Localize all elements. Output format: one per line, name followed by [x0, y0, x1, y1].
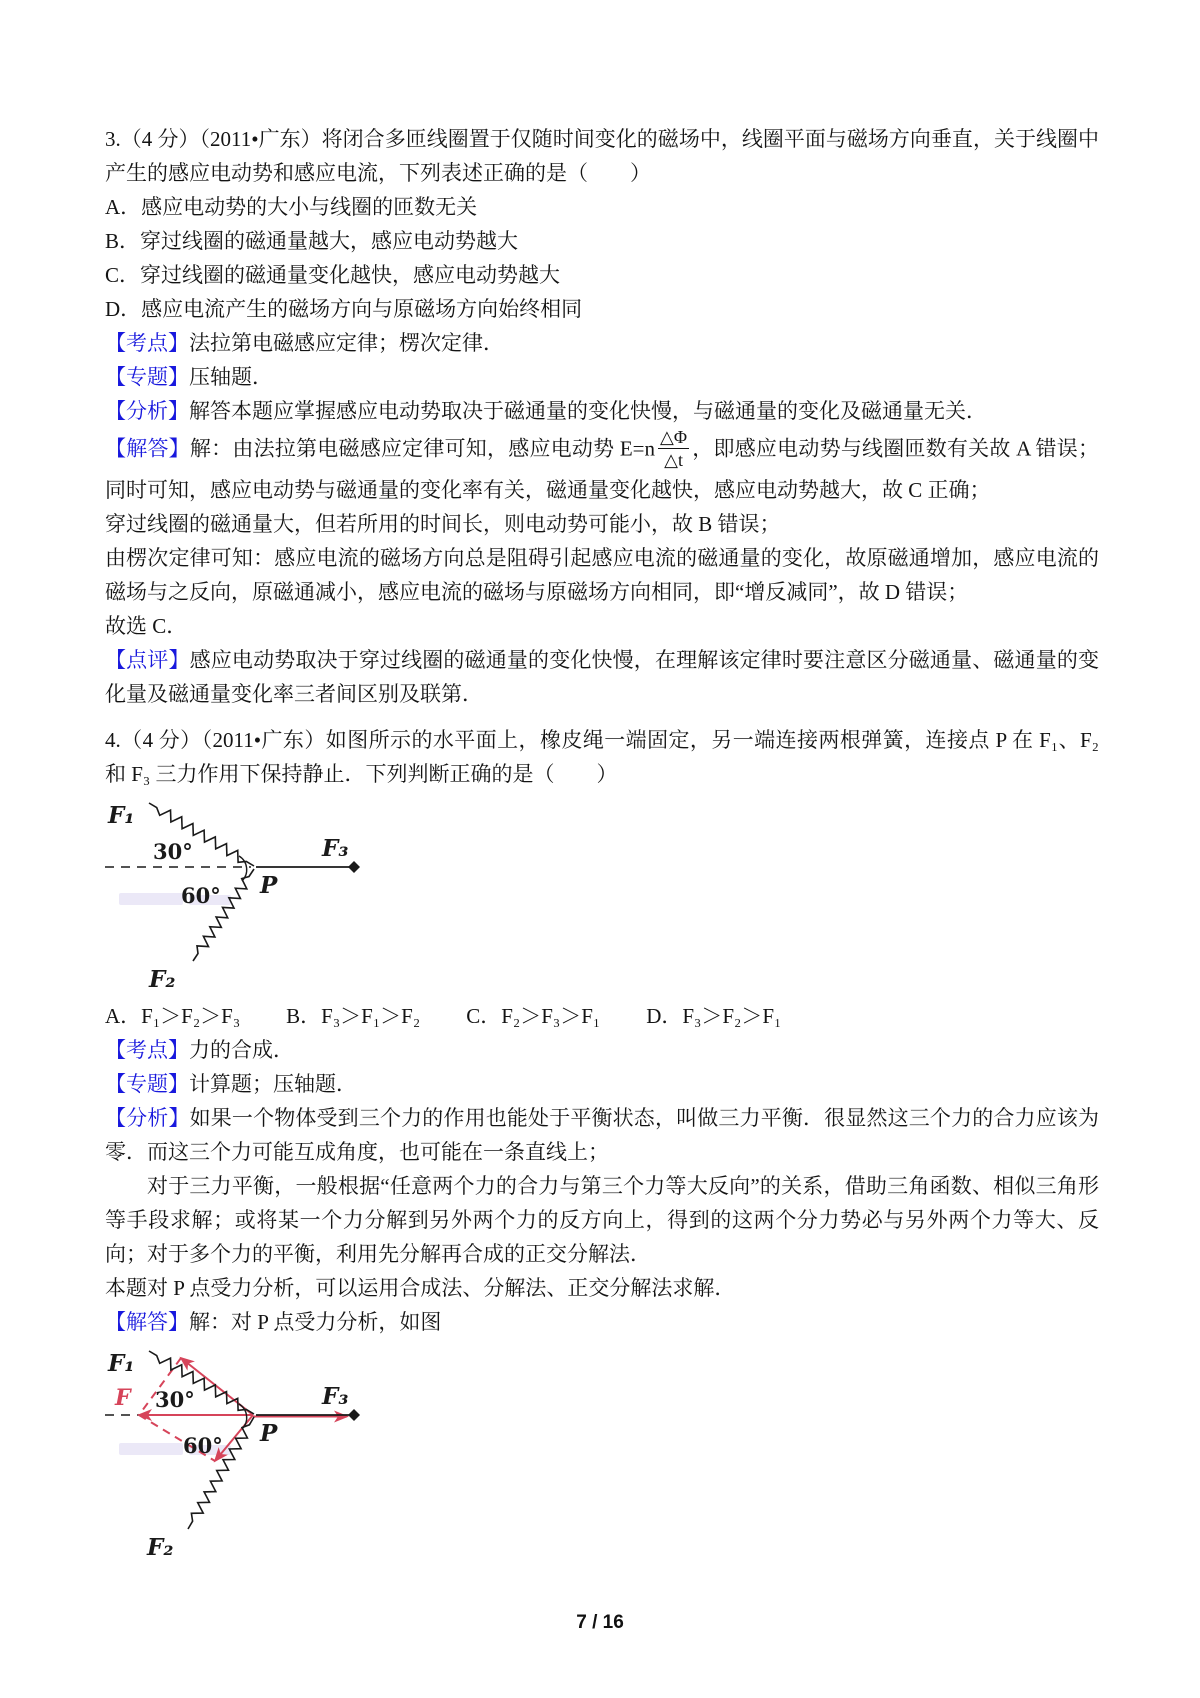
q3-stem: 3.（4 分）（2011•广东）将闭合多匝线圈置于仅随时间变化的磁场中，线圈平面与磁场方向垂直，关于线圈中产生的感应电动势和感应电流，下列表述正确的是（ ）	[105, 127, 1099, 185]
q3-kaodian-row	[105, 326, 1099, 360]
q4-figure-solution	[103, 1345, 448, 1561]
q4-fenxi-p3: 本题对 P 点受力分析，可以运用合成法、分解法、正交分解法求解．	[105, 1276, 736, 1300]
q3-jieda-answer: 故选 C．	[105, 614, 188, 638]
q4-stem: 4.（4 分）（2011•广东）如图所示的水平面上，橡皮绳一端固定，另一端连接两根弹簧，连接点 P 在 F₁、F₂ 和 F₃ 三力作用下保持静止．下列判断正确的是（ ）	[105, 728, 1099, 786]
q3-dianping-text: 感应电动势取决于穿过线圈的磁通量的变化快慢，在理解该定律时要注意区分磁通量、磁通量的变化量及磁通量变化率三者间区别及联第．	[105, 648, 1099, 706]
label-f3: F₃	[322, 835, 349, 862]
q3-fenxi-text: 解答本题应掌握感应电动势取决于磁通量的变化快慢，与磁通量的变化及磁通量无关．	[189, 399, 987, 423]
label-p: P	[260, 872, 278, 899]
label-f3: F₃	[322, 1383, 349, 1410]
q3-jieda-post: ，即感应电动势与线圈匝数有关故 A 错误；同时可知，感应电动势与磁通量的变化率有关，磁通量变化越快，感应电动势越大，故 C 正确；	[105, 436, 1100, 502]
q3-jieda-pre: 解：由法拉第电磁感应定律可知，感应电动势 E=n	[189, 436, 656, 461]
label-f1: F₁	[108, 802, 135, 829]
q3-jieda-line-d: 由楞次定律可知：感应电流的磁场方向总是阻碍引起感应电流的磁通量的变化，故原磁通增加，感应电流的磁场与之反向，原磁通减小，感应电流的磁场与原磁场方向相同，即“增反减同”，故 D 错误；	[105, 546, 1099, 604]
q4-options-row	[105, 999, 1099, 1033]
q3-fenxi-row	[105, 394, 1099, 428]
q3-option-b: B．穿过线圈的磁通量越大，感应电动势越大	[105, 229, 519, 253]
kaodian-label: 【考点】	[105, 331, 189, 355]
q3-dianping-row	[105, 643, 1099, 711]
page-content	[105, 122, 1099, 1563]
watermark	[119, 1443, 183, 1455]
q4-option-d: D．F₃＞F₂＞F₁	[646, 1004, 782, 1028]
label-f-red: F	[115, 1385, 131, 1411]
q3-option-c: C．穿过线圈的磁通量变化越快，感应电动势越大	[105, 263, 561, 287]
label-p: P	[260, 1420, 278, 1447]
q4-fenxi-row	[105, 1101, 1099, 1169]
q3-jieda-row	[105, 428, 1099, 507]
dianping-label: 【点评】	[105, 648, 190, 672]
q3-zhuanti-text: 压轴题．	[189, 365, 273, 389]
q3-option-a: A．感应电动势的大小与线圈的匝数无关	[105, 195, 478, 219]
q4-jieda-text: 解：对 P 点受力分析，如图	[189, 1310, 442, 1334]
q4-option-a: A．F₁＞F₂＞F₃	[105, 1004, 241, 1028]
q4-fenxi-p1: 如果一个物体受到三个力的作用也能处于平衡状态，叫做三力平衡．很显然这三个力的合力应该为零．而这三个力可能互成角度，也可能在一条直线上；	[105, 1106, 1099, 1164]
q4-zhuanti-text: 计算题；压轴题．	[189, 1072, 357, 1096]
jieda-label: 【解答】	[105, 1310, 189, 1334]
q3-option-d: D．感应电流产生的磁场方向与原磁场方向始终相同	[105, 297, 583, 321]
q4-figure-problem	[103, 797, 448, 997]
q4-kaodian-row	[105, 1033, 1099, 1067]
zhuanti-label: 【专题】	[105, 1072, 189, 1096]
page-number: 7 / 16	[576, 1612, 624, 1633]
label-f2: F₂	[149, 966, 176, 993]
kaodian-label: 【考点】	[105, 1038, 189, 1062]
formula-denominator: △t	[664, 450, 683, 470]
label-angle-30: 30°	[155, 1387, 195, 1412]
fenxi-label: 【分析】	[105, 399, 189, 423]
q4-kaodian-text: 力的合成．	[189, 1038, 294, 1062]
q3-jieda-line-b: 穿过线圈的磁通量大，但若所用的时间长，则电动势可能小，故 B 错误；	[105, 512, 781, 536]
q4-option-b: B．F₃＞F₁＞F₂	[286, 1004, 421, 1028]
q4-zhuanti-row	[105, 1067, 1099, 1101]
fenxi-label: 【分析】	[105, 1106, 190, 1130]
f3-end-diamond	[348, 1409, 360, 1421]
q3-kaodian-text: 法拉第电磁感应定律；楞次定律．	[189, 331, 504, 355]
watermark	[119, 893, 183, 905]
q4-fenxi-p2: 对于三力平衡，一般根据“任意两个力的合力与第三个力等大反向”的关系，借助三角函数、相似三角形等手段求解；或将某一个力分解到另外两个力的反方向上，得到的这两个分力势必与另外两个力等大、反向；对于多个力的平衡，利用先分解再合成的正交分解法．	[105, 1174, 1099, 1266]
q4-jieda-row	[105, 1305, 1099, 1339]
formula-e-n-dphi-dt	[658, 426, 689, 471]
q3-zhuanti-row	[105, 360, 1099, 394]
zhuanti-label: 【专题】	[105, 365, 189, 389]
formula-numerator: △Φ	[660, 427, 688, 447]
label-f2: F₂	[147, 1534, 174, 1561]
angle-arc	[239, 856, 247, 881]
label-f1: F₁	[108, 1350, 135, 1377]
label-angle-30: 30°	[153, 839, 193, 864]
label-angle-60: 60°	[181, 883, 221, 908]
f3-end-diamond	[348, 861, 360, 873]
q4-option-c: C．F₂＞F₃＞F₁	[466, 1004, 601, 1028]
angle-arc	[239, 1404, 247, 1429]
jieda-label: 【解答】	[105, 436, 190, 461]
label-angle-60: 60°	[183, 1433, 223, 1458]
